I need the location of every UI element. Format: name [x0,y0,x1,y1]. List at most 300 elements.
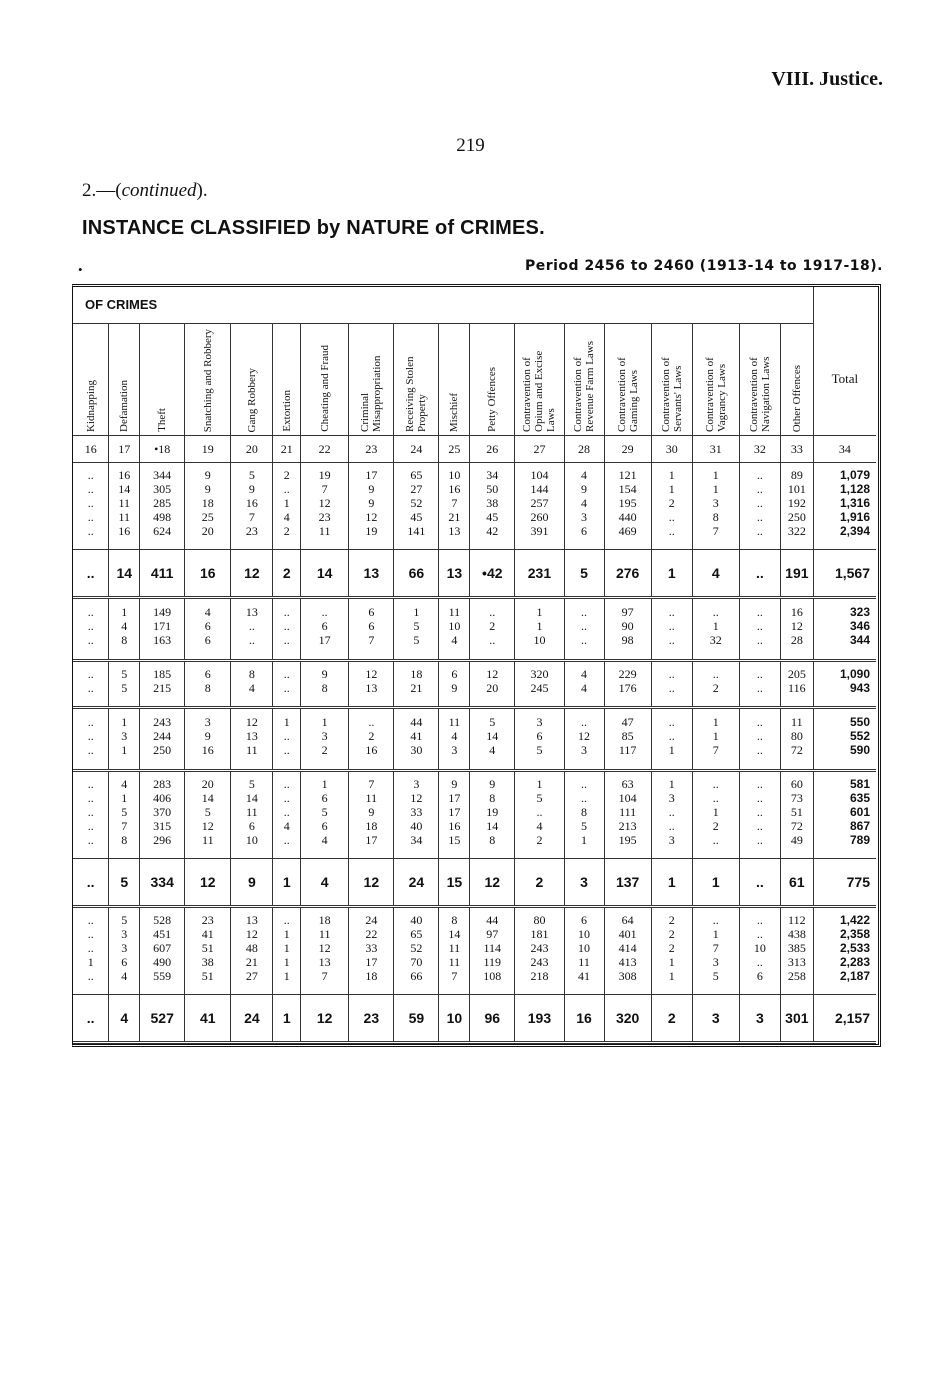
table-cell [231,771,273,853]
table-cell [394,771,439,853]
cell-value: 16 [118,524,131,538]
column-heading-text: Contravention of Revenue Farm Laws [572,340,597,432]
cell-value: 6 [204,619,211,633]
cell-value: 498 [153,510,172,524]
cell-value: 154 [618,482,637,496]
cell-value: 27 [410,482,423,496]
cell-value: 3 [581,510,588,524]
cell-value: 2,358 [839,927,870,941]
cell-value: 322 [787,524,806,538]
cell-value: 6 [756,969,763,983]
summary-cell: 12 [185,859,231,907]
cell-value: .. [489,633,496,647]
cell-value: 1 [536,619,543,633]
cell-value: 490 [153,955,172,969]
cell-value: 5 [121,913,128,927]
cell-value: .. [87,927,94,941]
cell-value: 10 [578,941,591,955]
table-cell [470,463,515,544]
table-cell [780,598,813,654]
cell-value: .. [712,913,719,927]
cell-value: 6 [321,619,328,633]
table-cell [604,907,651,989]
summary-cell: 23 [349,995,394,1043]
cell-value: .. [668,605,675,619]
table-cell [231,661,273,701]
cell-value: 20 [201,524,214,538]
cell-value: 149 [153,605,172,619]
cell-value: 1 [283,927,290,941]
cell-value: 17 [318,633,331,647]
cell-value: 52 [410,941,423,955]
cell-value: 11 [118,510,131,524]
cell-value: .. [536,805,543,819]
cell-value: 260 [530,510,549,524]
cell-value: 18 [201,496,214,510]
column-number: 29 [604,436,651,463]
column-number: 22 [301,436,349,463]
cell-value: 24 [365,913,378,927]
cell-value: 22 [365,927,378,941]
cell-value: 12 [578,729,591,743]
cell-value: 11 [448,941,461,955]
cell-value: 12 [410,791,423,805]
cell-value: 9 [368,482,375,496]
table-cell [273,771,301,853]
cell-value: 2 [668,941,675,955]
cell-value: 20 [201,777,214,791]
summary-row [73,859,876,907]
cell-value: .. [283,482,290,496]
table-cell [231,907,273,989]
column-number: 34 [813,436,876,463]
cell-value: 3 [413,777,420,791]
column-heading-text: Theft [156,408,169,432]
column-heading [273,324,301,436]
cell-value: 34 [410,833,423,847]
column-heading-text: Contravention of Opium and Excise Laws [521,350,558,432]
table-cell [515,907,564,989]
table-cell [273,463,301,544]
column-heading [301,324,349,436]
cell-value: 8 [121,633,128,647]
column-number: •18 [140,436,185,463]
cell-value: 6 [204,633,211,647]
cell-value: .. [712,833,719,847]
cell-value: 9 [204,482,211,496]
cell-value: 7 [368,777,375,791]
column-number: 26 [470,436,515,463]
cell-value: 12 [318,496,331,510]
cell-value: 73 [790,791,803,805]
cell-value: 1 [712,729,719,743]
cell-value: 308 [618,969,637,983]
column-heading [439,324,470,436]
cell-value: 19 [486,805,499,819]
table-cell [394,598,439,654]
cell-value: 4 [581,496,588,510]
cell-value: 9 [248,482,255,496]
cell-value: 2 [283,524,290,538]
cell-value: 1 [581,833,588,847]
cell-value: 7 [712,524,719,538]
cell-value: 70 [410,955,423,969]
cell-value: .. [756,955,763,969]
cell-value: .. [668,667,675,681]
cell-value: 6 [368,605,375,619]
summary-cell: 4 [301,859,349,907]
cell-value: .. [87,619,94,633]
cell-value: .. [668,633,675,647]
cell-value: 14 [486,819,499,833]
cell-value: 313 [787,955,806,969]
cell-value: 9 [368,805,375,819]
table-cell [73,771,109,853]
summary-cell: 12 [301,995,349,1043]
cell-value: 14 [448,927,461,941]
table-cell [651,771,692,853]
table-cell [470,598,515,654]
cell-value: 1,916 [839,510,870,524]
cell-value: .. [283,619,290,633]
table-cell [515,463,564,544]
cell-value: 48 [245,941,258,955]
table-cell [349,661,394,701]
cell-value: 1,128 [839,482,870,496]
cell-value: 5 [581,819,588,833]
table-row-group [73,771,876,853]
column-heading-text: Contravention of Gaming Laws [615,357,640,432]
cell-value: 5 [712,969,719,983]
column-heading-text: Contravention of Vagrancy Laws [703,357,728,432]
cell-value: 8 [121,833,128,847]
table-cell [651,463,692,544]
cell-value: 16 [118,468,131,482]
cell-value: .. [756,805,763,819]
cell-value: .. [581,619,588,633]
cell-value: 1 [712,927,719,941]
summary-cell: .. [73,550,109,598]
table-cell [140,463,185,544]
table-cell [185,463,231,544]
table-cell [109,708,140,764]
cell-value: 14 [245,791,258,805]
cell-value: 1 [121,715,128,729]
continued-label [82,180,208,202]
summary-cell: 320 [604,995,651,1043]
summary-cell: 3 [692,995,739,1043]
cell-value: 15 [448,833,461,847]
cell-value: 5 [489,715,496,729]
cell-value: .. [756,496,763,510]
cell-value: 112 [788,913,806,927]
cell-value: 1 [668,743,675,757]
cell-value: 3 [712,955,719,969]
cell-value: 401 [618,927,637,941]
table-cell [564,771,604,853]
cell-value: 218 [530,969,549,983]
cell-value: 33 [410,805,423,819]
table-cell [564,907,604,989]
cell-value: 3 [204,715,211,729]
table-cell [813,907,876,989]
cell-value: 4 [248,681,255,695]
column-number: 33 [780,436,813,463]
cell-value: .. [283,777,290,791]
cell-value: 590 [849,743,870,757]
cell-value: 2 [712,681,719,695]
summary-cell: .. [739,550,780,598]
cell-value: 9 [581,482,588,496]
summary-cell: 15 [439,859,470,907]
cell-value: 2 [368,729,375,743]
cell-value: 6 [451,667,458,681]
cell-value: .. [283,805,290,819]
cell-value: 72 [790,819,803,833]
cell-value: .. [756,510,763,524]
summary-cell: 61 [780,859,813,907]
cell-value: 385 [787,941,806,955]
cell-value: 13 [245,913,258,927]
cell-value: 13 [245,729,258,743]
cell-value: 7 [451,969,458,983]
summary-cell: 2 [651,995,692,1043]
cell-value: 4 [581,468,588,482]
cell-value: 13 [448,524,461,538]
cell-value: 1 [668,468,675,482]
table-cell [651,661,692,701]
cell-value: .. [87,605,94,619]
cell-value: .. [581,777,588,791]
column-heading-text: Cheating and Fraud [318,345,331,432]
table-cell [739,907,780,989]
cell-value: 250 [787,510,806,524]
cell-value: 10 [578,927,591,941]
cell-value: 63 [621,777,634,791]
cell-value: 607 [153,941,172,955]
row-separator [73,653,876,661]
cell-value: 5 [121,805,128,819]
cell-value: 42 [486,524,499,538]
cell-value: .. [668,510,675,524]
cell-value: .. [756,927,763,941]
cell-value: 20 [486,681,499,695]
cell-value: 451 [153,927,172,941]
table-cell [439,771,470,853]
cell-value: 2 [536,833,543,847]
cell-value: 4 [489,743,496,757]
cell-value: 1 [712,715,719,729]
cell-value: 9 [451,777,458,791]
cell-value: 344 [849,633,870,647]
cell-value: 3 [668,833,675,847]
continued-word: continued [121,180,197,201]
cell-value: .. [87,510,94,524]
table-cell [73,907,109,989]
column-number: 17 [109,436,140,463]
page-title: INSTANCE CLASSIFIED by NATURE of CRIMES. [82,217,545,239]
table-cell [515,708,564,764]
cell-value: 98 [621,633,634,647]
cell-value: 21 [448,510,461,524]
cell-value: 8 [581,805,588,819]
cell-value: .. [756,833,763,847]
cell-value: 11 [202,833,214,847]
cell-value: .. [581,715,588,729]
cell-value: .. [87,805,94,819]
cell-value: .. [756,743,763,757]
cell-value: 1,079 [839,468,870,482]
cell-value: 1 [413,605,420,619]
cell-value: 17 [448,791,461,805]
cell-value: 1 [283,715,290,729]
cell-value: 285 [153,496,172,510]
cell-value: 5 [536,791,543,805]
summary-cell: 59 [394,995,439,1043]
row-separator [73,763,876,771]
cell-value: 1 [712,468,719,482]
cell-value: .. [87,833,94,847]
table-cell [439,463,470,544]
cell-value: 121 [618,468,637,482]
cell-value: 215 [153,681,172,695]
table-cell [73,661,109,701]
table-cell [140,708,185,764]
cell-value: 1 [321,715,328,729]
column-heading-text: Criminal Misappropriation [359,355,384,432]
cell-value: .. [283,667,290,681]
cell-value: .. [756,667,763,681]
cell-value: 23 [201,913,214,927]
column-heading [231,324,273,436]
bullet-mark: • [78,262,83,277]
cell-value: 1 [536,605,543,619]
cell-value: 7 [712,743,719,757]
cell-value: 344 [153,468,172,482]
table-cell [564,463,604,544]
column-heading-text: Gang Robbery [245,367,258,432]
table-cell [692,463,739,544]
table-cell [301,598,349,654]
summary-cell: .. [739,859,780,907]
cell-value: 243 [530,941,549,955]
cell-value: .. [87,819,94,833]
summary-cell: 231 [515,550,564,598]
cell-value: .. [283,913,290,927]
cell-value: 195 [618,833,637,847]
cell-value: 245 [530,681,549,695]
cell-value: 6 [204,667,211,681]
cell-value: 1 [712,482,719,496]
column-number: 19 [185,436,231,463]
cell-value: 18 [365,969,378,983]
table-cell [439,907,470,989]
table-cell [349,771,394,853]
cell-value: .. [87,496,94,510]
cell-value: 10 [753,941,766,955]
summary-cell: 1 [651,550,692,598]
column-heading-text: Contravention of Servants' Laws [659,357,684,432]
table-cell [273,661,301,701]
cell-value: .. [283,633,290,647]
table-cell [394,463,439,544]
cell-value: 1,422 [839,913,870,927]
column-number: 25 [439,436,470,463]
cell-value: 2 [668,927,675,941]
table-row-group [73,661,876,701]
cell-value: 11 [246,805,258,819]
cell-value: 38 [486,496,499,510]
cell-value: 50 [486,482,499,496]
period-label: Period 2456 to 2460 (1913-14 to 1917-18). [524,258,883,274]
table-cell [109,907,140,989]
cell-value: 8 [248,667,255,681]
cell-value: 1 [283,941,290,955]
summary-cell: 66 [394,550,439,598]
cell-value: 528 [153,913,172,927]
summary-cell: 4 [692,550,739,598]
cell-value: 296 [153,833,172,847]
table-cell [140,907,185,989]
cell-value: 1 [668,482,675,496]
table-cell [349,463,394,544]
cell-value: 16 [448,482,461,496]
cell-value: 38 [201,955,214,969]
cell-value: .. [756,777,763,791]
cell-value: 2,187 [839,969,870,983]
table-cell [780,771,813,853]
column-heading-text: Other Offences [790,364,803,432]
cell-value: 97 [486,927,499,941]
cell-value: 11 [118,496,131,510]
summary-cell: 1 [273,995,301,1043]
cell-value: 8 [712,510,719,524]
cell-value: 17 [365,833,378,847]
cell-value: 16 [365,743,378,757]
cell-value: 1 [668,777,675,791]
cell-value: 51 [201,969,214,983]
table-cell [231,708,273,764]
column-number: 20 [231,436,273,463]
table-cell [604,661,651,701]
summary-cell: 5 [109,859,140,907]
cell-value: 635 [849,791,870,805]
table-cell [470,708,515,764]
table-cell [470,907,515,989]
table-cell [185,771,231,853]
column-number: 30 [651,436,692,463]
continued-suffix: ). [196,180,208,201]
cell-value: 72 [790,743,803,757]
cell-value: 60 [790,777,803,791]
summary-cell: 3 [564,859,604,907]
cell-value: 3 [712,496,719,510]
cell-value: 4 [283,510,290,524]
cell-value: .. [756,715,763,729]
summary-cell: 12 [349,859,394,907]
column-heading [604,324,651,436]
cell-value: 51 [790,805,803,819]
cell-value: 23 [318,510,331,524]
cell-value: 171 [153,619,172,633]
cell-value: 5 [248,777,255,791]
table-cell [651,598,692,654]
column-number: 23 [349,436,394,463]
table-cell [780,907,813,989]
summary-cell: 301 [780,995,813,1043]
column-heading-text: Petty Offences [486,367,499,432]
table-cell [185,661,231,701]
